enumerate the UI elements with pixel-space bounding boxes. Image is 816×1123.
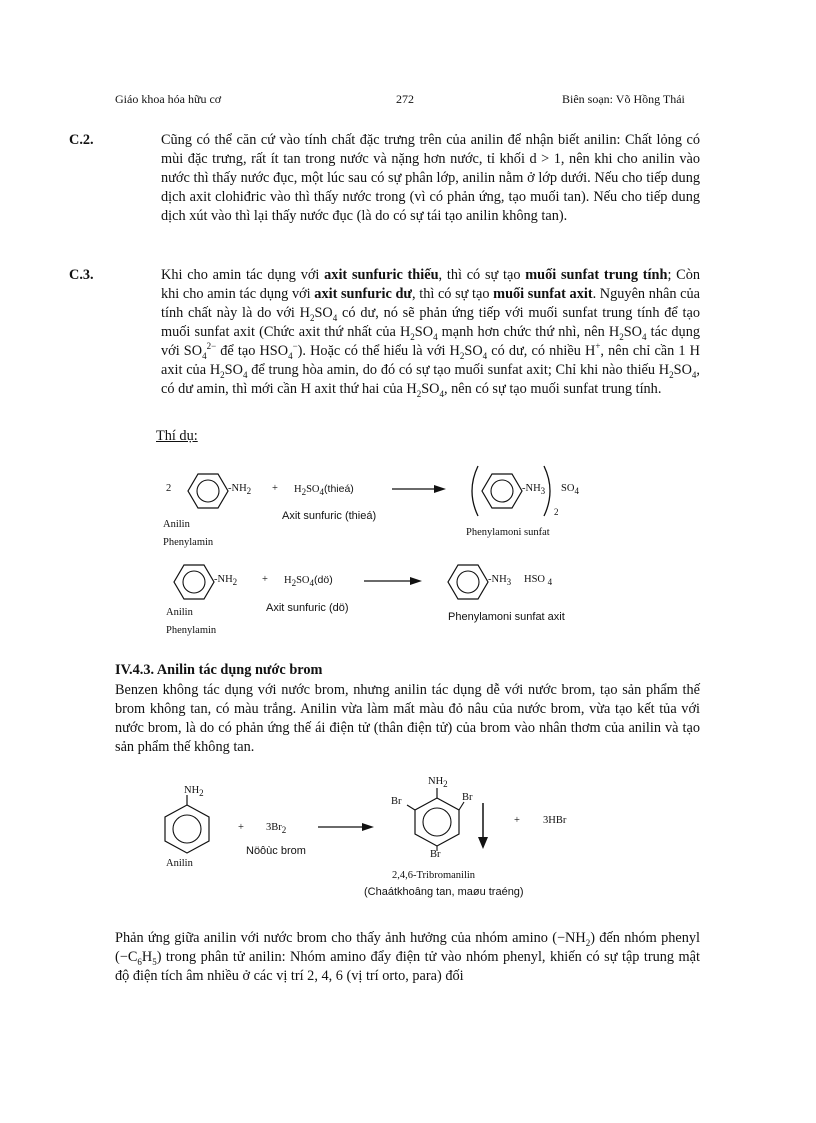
benzene-ring-icon	[172, 560, 216, 604]
br-ortho-right: Br	[462, 792, 473, 803]
section-heading: IV.4.3. Anilin tác dụng nước brom	[115, 662, 323, 678]
reaction-arrow-icon	[392, 484, 448, 494]
reaction-arrow-icon	[364, 576, 424, 586]
c2-text: Cũng có thể căn cứ vào tính chất đặc trưng trên của anilin để nhận biết anilin: Chất lỏng có mùi đặc trưng, rất ít tan trong nước và nặng hơn nước, tỉ khối d > 1, nên khi cho anilin vào nước thì thấy nước đục, một lúc sau có sự phân lớp, anilin nằm ở lớp dưới. Nếu cho tiếp dung dịch axit clohiđric vào thì thấy nước trong (vì có phản ứng, tạo muối tan). Nếu cho tiếp dung dịch xút vào thì lại thấy nước đục (là do có sự tái tạo anilin không tan).	[161, 132, 700, 224]
paragraph-c2	[69, 131, 700, 226]
closing-paragraph: Phản ứng giữa anilin với nước brom cho thấy ảnh hưởng của nhóm amino $(-NH_2)$ đến nhóm phenyl $(-C_6H_5)$ trong phân tử anilin: Nhóm amino đẩy điện tử vào nhóm phenyl, khiến có sự tập trung mật độ điện tích âm nhiều ở các vị trí 2, 4, 6 (vị trí orto, para) đối	[115, 930, 700, 984]
aniline-ring-icon	[160, 795, 214, 855]
example-label: Thí dụ:	[156, 428, 198, 444]
benzene-ring-icon	[186, 469, 230, 513]
header-left: Giáo khoa hóa hữu cơ	[115, 92, 222, 106]
header-right: Biên soạn: Võ Hồng Thái	[562, 92, 685, 106]
page-number: 272	[396, 92, 414, 106]
br-ortho-left: Br	[391, 796, 402, 807]
benzene-ring-icon	[480, 469, 524, 513]
reaction-arrow-icon	[318, 822, 376, 832]
precipitate-arrow-icon	[476, 803, 490, 851]
c3-label: C.3.	[69, 267, 94, 283]
benzene-ring-icon	[446, 560, 490, 604]
tribromoaniline-ring-icon	[404, 788, 468, 852]
paragraph-c3: C.3. Khi cho amin tác dụng với axit sunfuric thiếu, thì có sự tạo muối sunfat trung tính; Còn khi cho amin tác dụng với axit sunfuric dư, thì có sự tạo muối sunfat axit. Nguyên nhân của tính chất này là do với $H_2SO_4$ có dư, nó sẽ phản ứng tiếp với muối sunfat trung tính để tạo muối sunfat axit (Chức axit thứ nhất của $H_2SO_4$ mạnh hơn chức thứ nhì, nên $H_2SO_4$ tác dụng với $SO_4^{2-}$ để tạo $HSO_4^-$). Hoặc có thể hiểu là với $H_2SO_4$ có dư, có nhiều H+, nên chỉ cần 1 H axit của $H_2SO_4$ để trung hòa amin, do đó có sự tạo muối sunfat axit; Chỉ khi nào thiếu $H_2SO_4$, có dư amin, thì mới cần H axit thứ hai của $H_2SO_4$, nên có sự tạo muối sunfat trung tính.	[69, 267, 700, 399]
r1-acid: $H_2SO_4(thieá)$	[294, 483, 354, 498]
section-text: Benzen không tác dụng với nước brom, nhưng anilin tác dụng dễ với nước brom, tạo sản phẩm thế brom không tan, có màu trắng. Anilin vừa làm mất màu đỏ nâu của nước brom, vừa tạo kết tủa với nước brom, là do có phản ứng thế ái điện tử (thân điện tử) của brom vào nhân thơm của anilin và tạo sản phẩm thế không tan.	[115, 682, 700, 755]
c2-label: C.2.	[69, 132, 94, 148]
br-para: Br	[430, 849, 441, 860]
r1-nh2: $-NH_2$	[228, 483, 252, 497]
